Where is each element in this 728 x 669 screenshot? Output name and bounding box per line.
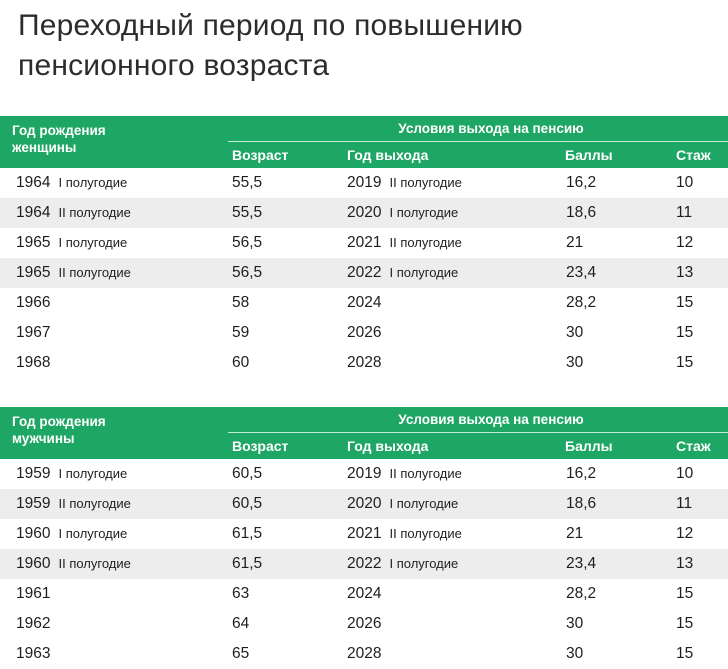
men-header-divider [228,432,728,433]
page-title [18,6,718,86]
women-header-divider [228,141,728,142]
men-col-score: Баллы [565,438,613,454]
birth-cell: 1965 II полугодие [16,264,131,281]
score-cell: 30 [566,324,584,341]
birth-cell: 1964 II полугодие [16,204,131,221]
men-conditions-label: Условия выхода на пенсию [398,412,584,427]
experience-cell: 13 [676,555,694,572]
score-cell: 18,6 [566,495,597,512]
score-cell: 21 [566,525,584,542]
experience-cell: 15 [676,645,694,662]
exit-year-cell: 2019 II полугодие [347,174,462,191]
score-cell: 30 [566,645,584,662]
men-table [0,407,728,669]
score-cell: 23,4 [566,555,597,572]
birth-cell: 1967 [16,324,51,341]
exit-year-cell: 2028 [347,645,382,662]
age-cell: 60 [232,354,250,371]
birth-cell: 1964 I полугодие [16,174,128,191]
table-row [0,639,728,669]
page-title-line-2: пенсионного возраста [18,49,330,82]
score-cell: 30 [566,354,584,371]
birth-cell: 1959 I полугодие [16,465,128,482]
table-row [0,459,728,489]
experience-cell: 15 [676,294,694,311]
exit-year-cell: 2026 [347,324,382,341]
score-cell: 18,6 [566,204,597,221]
table-row [0,228,728,258]
women-col-exit-year: Год выхода [347,147,429,163]
birth-cell: 1962 [16,615,51,632]
men-group-label [12,413,212,447]
exit-year-cell: 2028 [347,354,382,371]
age-cell: 61,5 [232,525,263,542]
exit-year-cell: 2021 II полугодие [347,234,462,251]
birth-cell: 1968 [16,354,51,371]
age-cell: 56,5 [232,234,263,251]
exit-year-cell: 2021 II полугодие [347,525,462,542]
table-row [0,519,728,549]
birth-cell: 1961 [16,585,51,602]
table-row [0,609,728,639]
table-row [0,549,728,579]
age-cell: 63 [232,585,250,602]
men-group-label-line-1: Год рождения [12,414,106,429]
exit-year-cell: 2022 I полугодие [347,264,459,281]
score-cell: 16,2 [566,465,597,482]
table-row [0,258,728,288]
birth-cell: 1963 [16,645,51,662]
birth-cell: 1960 II полугодие [16,555,131,572]
age-cell: 64 [232,615,250,632]
birth-cell: 1966 [16,294,51,311]
men-col-age: Возраст [232,438,289,454]
women-table [0,116,728,378]
exit-year-cell: 2024 [347,294,382,311]
experience-cell: 12 [676,525,694,542]
women-group-label-line-2: женщины [12,140,77,155]
table-row [0,489,728,519]
exit-year-cell: 2022 I полугодие [347,555,459,572]
page-title-line-1: Переходный период по повышению [18,9,523,42]
men-col-experience: Стаж [676,438,711,454]
experience-cell: 15 [676,324,694,341]
table-row [0,168,728,198]
table-row [0,348,728,378]
women-col-experience: Стаж [676,147,711,163]
women-conditions-label: Условия выхода на пенсию [398,121,584,136]
score-cell: 21 [566,234,584,251]
exit-year-cell: 2026 [347,615,382,632]
age-cell: 65 [232,645,250,662]
women-col-score: Баллы [565,147,613,163]
birth-cell: 1960 I полугодие [16,525,128,542]
birth-cell: 1965 I полугодие [16,234,128,251]
experience-cell: 15 [676,615,694,632]
women-group-label-line-1: Год рождения [12,123,106,138]
experience-cell: 10 [676,174,694,191]
birth-cell: 1959 II полугодие [16,495,131,512]
age-cell: 55,5 [232,174,263,191]
table-row [0,198,728,228]
men-group-label-line-2: мужчины [12,431,75,446]
experience-cell: 11 [676,495,693,512]
men-col-exit-year: Год выхода [347,438,429,454]
table-row [0,318,728,348]
exit-year-cell: 2020 I полугодие [347,495,459,512]
age-cell: 59 [232,324,250,341]
age-cell: 60,5 [232,465,263,482]
table-row [0,288,728,318]
women-col-age: Возраст [232,147,289,163]
score-cell: 30 [566,615,584,632]
men-table-header [0,407,728,459]
women-group-label [12,122,212,156]
score-cell: 16,2 [566,174,597,191]
score-cell: 28,2 [566,585,597,602]
exit-year-cell: 2024 [347,585,382,602]
age-cell: 61,5 [232,555,263,572]
age-cell: 55,5 [232,204,263,221]
score-cell: 23,4 [566,264,597,281]
experience-cell: 10 [676,465,694,482]
score-cell: 28,2 [566,294,597,311]
experience-cell: 15 [676,585,694,602]
experience-cell: 15 [676,354,694,371]
age-cell: 60,5 [232,495,263,512]
exit-year-cell: 2020 I полугодие [347,204,459,221]
experience-cell: 12 [676,234,694,251]
exit-year-cell: 2019 II полугодие [347,465,462,482]
table-row [0,579,728,609]
experience-cell: 13 [676,264,694,281]
age-cell: 56,5 [232,264,263,281]
experience-cell: 11 [676,204,693,221]
age-cell: 58 [232,294,250,311]
women-table-header [0,116,728,168]
